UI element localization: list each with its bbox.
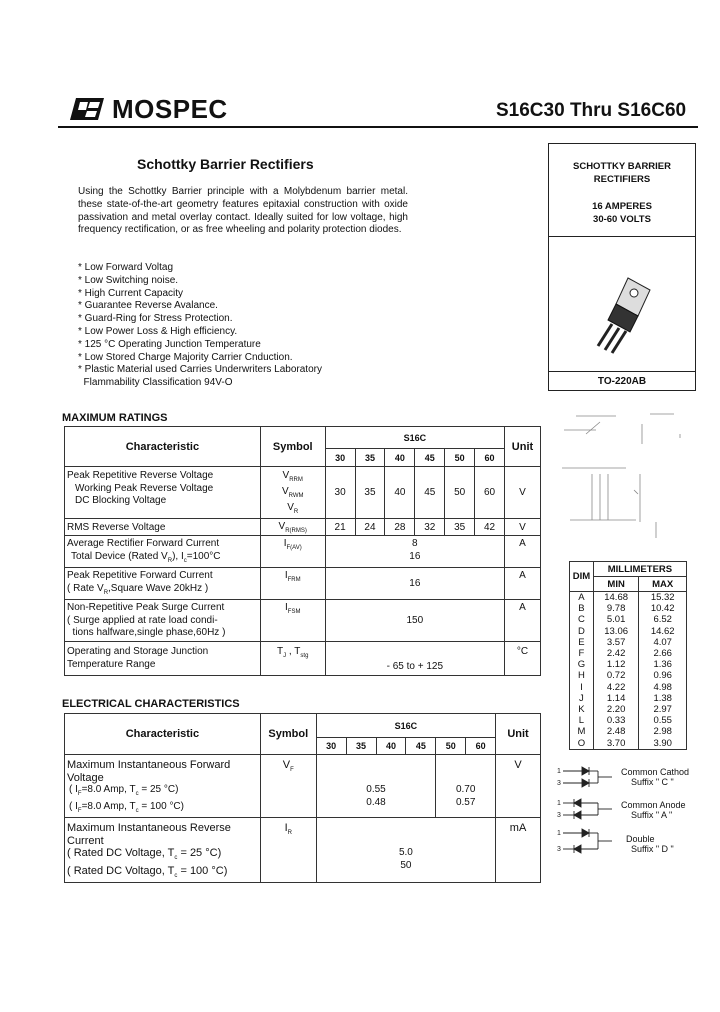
svg-text:3: 3 [557,846,561,853]
characteristic-cell [65,467,261,519]
table-header-row [65,714,541,738]
cell-sub: c [135,791,139,797]
dims-header-dim: DIM [570,562,594,592]
cell-text: =8.0 Amp, T [81,784,136,795]
feature-item: Flammability Classification 94V-O [78,377,233,389]
symbol-cell [260,467,325,519]
dim-min: 5.01 [593,614,639,625]
cell-text: = 25 °C) [138,784,179,795]
dim-letter: O [570,737,594,749]
cell-text: Maximum Instantaneous Forward [67,759,231,771]
cell-sub: F [77,791,82,797]
symbol-cell [260,568,325,600]
dim-min: 0.33 [593,715,639,726]
dims-row [570,670,687,681]
voltage-header: 60 [475,449,505,467]
dim-max: 6.52 [639,614,687,625]
value-cell: 42 [475,519,505,536]
cell-text: 5.0 [398,847,413,858]
schematic-label: Common Cathod [621,767,690,777]
dim-max: 4.98 [639,682,687,693]
unit-cell: A [505,600,541,642]
unit-cell: mA [496,818,541,883]
schematic-suffix: Suffix " D " [631,844,674,854]
product-title: Schottky Barrier Rectifiers [137,156,314,172]
dims-row [570,726,687,737]
schematic-suffix: Suffix " C " [631,777,674,787]
symbol-sub: stg [300,653,309,659]
cell-text: tions halfware,single phase,60Hz ) [67,627,226,638]
dim-min: 2.42 [593,648,639,659]
summary-line-4: 30-60 VOLTS [593,214,651,225]
cell-sub: F [77,807,82,814]
elec-title: ELECTRICAL CHARACTERISTICS [62,698,240,710]
value-cell: 30 [325,467,355,519]
symbol: V [287,502,294,513]
dim-letter: H [570,670,594,681]
table-header-row [65,427,541,449]
symbol: I [284,822,288,834]
cell-text: ( I [69,784,78,795]
symbol-sub: F(AV) [286,545,302,551]
table-row [65,467,541,519]
value-cell: 16 [325,568,504,600]
cell-text: Temperature Range [67,658,156,670]
summary-line-1: SCHOTTKY BARRIER [573,161,671,172]
dim-letter: M [570,726,594,737]
dim-letter: J [570,693,594,704]
dim-max: 0.55 [639,715,687,726]
dim-min: 4.22 [593,682,639,693]
cell-sub: c [183,557,187,564]
cell-text: = 100 °C) [177,864,228,877]
dims-row [570,603,687,614]
dims-header-min: MIN [593,577,639,592]
feature-item: * Guard-Ring for Stress Protection. [78,313,233,325]
value-cell: 40 [385,467,415,519]
dim-max: 14.62 [639,626,687,637]
table-row [65,642,541,676]
product-description: Using the Schottky Barrier principle with a Molybdenum barrier metal. these state-of-the-art geometry features epitaxial construction with oxide passivation and metal overlay contact. Ideally suited for low voltage, high frequency rectification, or as free wheeling and polarity protection diodes. [78,186,408,236]
dim-max: 0.96 [639,670,687,681]
cell-text: 0.70 [455,784,476,795]
cell-sub: R [167,557,173,564]
dims-header-mm: MILLIMETERS [593,562,686,577]
symbol: V [282,759,291,771]
cell-text: =8.0 Amp, T [81,800,136,812]
dim-min: 2.48 [593,726,639,737]
cell-sub: R [103,589,109,596]
dim-max: 4.07 [639,637,687,648]
dims-header-max: MAX [639,577,687,592]
characteristic-cell [65,755,261,818]
value-cell: 32 [415,519,445,536]
part-range: S16C30 Thru S16C60 [496,100,687,121]
symbol-sub: FRM [287,577,301,583]
col-header-symbol: Symbol [260,714,316,755]
symbol-sub: R [287,830,292,837]
cell-text: 0.57 [455,796,476,808]
voltage-header: 30 [316,738,346,755]
value-cell: 35 [355,467,385,519]
table-row [65,536,541,568]
cell-text: 8 [412,538,418,549]
dim-letter: L [570,715,594,726]
cell-text: 50 [400,859,412,871]
dim-min: 3.57 [593,637,639,648]
dims-row [570,715,687,726]
summary-divider [548,371,696,372]
symbol-cell [260,600,325,642]
value-cell [316,818,495,883]
value-cell: 150 [325,600,504,642]
double-schematic [556,826,620,854]
dim-max: 2.66 [639,648,687,659]
cell-text: ,Square Wave 20kHz ) [108,582,209,594]
unit-cell: V [496,755,541,818]
package-outline-drawing [556,404,696,554]
symbol: T [277,646,284,657]
dim-min: 0.72 [593,670,639,681]
max-ratings-title: MAXIMUM RATINGS [62,412,168,424]
cell-text: ), I [172,550,184,562]
table-row [65,755,541,818]
cell-text: 0.55 [366,784,386,795]
svg-text:3: 3 [557,812,561,819]
symbol-sub: J [283,653,287,659]
svg-text:1: 1 [557,800,561,807]
feature-item: * High Current Capacity [78,287,184,299]
dims-row [570,737,687,749]
dims-row [570,659,687,670]
cell-text: Working Peak Reverse Voltage [75,482,214,494]
value-cell: 21 [325,519,355,536]
col-header-group: S16C [316,714,495,738]
cell-text: ( Rated DC Voltage, T [67,847,175,859]
dims-row [570,704,687,715]
table-row [65,818,541,883]
schematic-suffix: Suffix " A " [631,810,673,820]
summary-line-3: 16 AMPERES [592,201,652,212]
symbol-cell [260,818,316,883]
elec-table [64,713,541,883]
symbol: I [285,602,288,613]
voltage-header: 40 [385,449,415,467]
dims-row [570,626,687,637]
value-cell [436,755,496,818]
feature-item: * Plastic Material used Carries Underwriters Laboratory [78,364,322,376]
feature-list [78,262,322,390]
package-label: TO-220AB [597,376,647,387]
max-ratings-table [64,426,541,676]
dims-header-row [570,562,687,577]
schematic-label: Double [626,834,655,844]
voltage-header: 35 [346,738,376,755]
brand-name: MOSPEC [112,94,228,124]
symbol: V [278,520,286,532]
common-cathode-schematic [556,764,620,788]
col-header-characteristic: Characteristic [65,427,261,467]
value-cell: - 65 to + 125 [325,642,504,676]
voltage-header: 60 [466,738,496,755]
cell-text: ( I [69,800,78,812]
cell-sub: c [135,807,139,814]
dim-letter: A [570,592,594,604]
svg-text:1: 1 [557,830,561,837]
unit-cell: °C [505,642,541,676]
feature-item: * Low Stored Charge Majority Carrier Cnduction. [78,351,293,363]
symbol-sub: R [293,509,299,515]
dim-min: 9.78 [593,603,639,614]
symbol-cell [260,642,325,676]
symbol-sub: FSM [287,609,301,615]
cell-text: Non-Repetitive Peak Surge Current [67,602,225,613]
dim-max: 1.38 [639,693,687,704]
cell-text: 0.48 [366,796,386,808]
unit-cell: V [505,519,541,536]
dims-row [570,637,687,648]
svg-text:3: 3 [557,780,561,787]
cell-text: Peak Repetitive Forward Current [67,570,213,581]
voltage-header: 30 [325,449,355,467]
characteristic-cell [65,568,261,600]
dims-row [570,592,687,604]
symbol-sub: F [290,767,294,774]
voltage-header: 40 [376,738,406,755]
characteristic-cell [65,818,261,883]
dims-row [570,693,687,704]
cell-text: = 100 °C) [138,800,184,812]
table-row [65,568,541,600]
characteristic-cell [65,642,261,676]
dim-min: 1.14 [593,693,639,704]
mospec-logo-icon [68,96,106,122]
value-cell: 45 [415,467,445,519]
voltage-header: 50 [445,449,475,467]
dim-letter: G [570,659,594,670]
voltage-header: 50 [436,738,466,755]
col-header-group: S16C [325,427,504,449]
symbol: , T [286,646,301,657]
common-anode-schematic [556,796,620,820]
dimensions-table [569,561,687,750]
dim-letter: I [570,682,594,693]
characteristic-cell: RMS Reverse Voltage [65,519,261,536]
cell-text: Operating and Storage Junction [67,646,209,657]
dim-letter: B [570,603,594,614]
characteristic-cell [65,600,261,642]
feature-item: * 125 °C Operating Junction Temperature [78,338,261,350]
symbol-cell [260,755,316,818]
dim-letter: C [570,614,594,625]
unit-cell: A [505,536,541,568]
symbol-cell [260,519,325,536]
feature-item: * Guarantee Reverse Avalance. [78,300,218,312]
symbol-sub: RWM [288,493,304,499]
cell-text: DC Blocking Voltage [75,495,167,506]
value-cell: 35 [445,519,475,536]
symbol: I [284,570,288,581]
summary-divider [548,236,696,237]
dims-row [570,614,687,625]
summary-line-2: RECTIFIERS [593,174,651,185]
dims-row [570,648,687,659]
dim-min: 13.06 [593,626,639,637]
cell-text: ( Rated DC Voltago, T [67,864,175,877]
value-cell: 24 [355,519,385,536]
col-header-symbol: Symbol [260,427,325,467]
brand-logo [68,96,228,122]
value-cell [316,755,436,818]
col-header-unit: Unit [496,714,541,755]
table-row [65,519,541,536]
cell-text: Maximum Instantaneous Reverse [67,822,231,834]
svg-text:1: 1 [557,768,561,775]
symbol-cell [260,536,325,568]
cell-text: ( Rate V [67,582,104,594]
symbol-sub: RRM [289,477,303,483]
cell-text: Voltage [67,771,104,784]
cell-text: = 25 °C) [177,847,222,859]
value-cell [325,536,504,568]
dim-min: 1.12 [593,659,639,670]
cell-text: Peak Repetitive Reverse Voltage [67,470,214,481]
cell-text: 16 [409,550,421,562]
cell-sub: c [174,872,178,879]
value-cell: 50 [445,467,475,519]
schematic-label: Common Anode [621,800,686,810]
symbol: V [281,486,289,497]
feature-item: * Low Switching noise. [78,274,179,286]
dim-min: 3.70 [593,737,639,749]
cell-sub: c [174,855,178,862]
unit-cell: V [505,467,541,519]
dim-letter: F [570,648,594,659]
col-header-unit: Unit [505,427,541,467]
cell-text: Total Device (Rated V [71,550,168,562]
dim-letter: E [570,637,594,648]
symbol: I [283,538,287,549]
symbol: V [282,470,290,481]
dim-letter: D [570,626,594,637]
feature-item: * Low Forward Voltag [78,262,174,273]
dim-max: 15.32 [639,592,687,604]
voltage-header: 35 [355,449,385,467]
table-row [65,600,541,642]
characteristic-cell [65,536,261,568]
dim-max: 2.98 [639,726,687,737]
voltage-header: 45 [415,449,445,467]
voltage-header: 45 [406,738,436,755]
value-cell: 28 [385,519,415,536]
unit-cell: A [505,568,541,600]
dim-letter: K [570,704,594,715]
dims-row [570,682,687,693]
dim-max: 2.97 [639,704,687,715]
dim-min: 2.20 [593,704,639,715]
col-header-characteristic: Characteristic [65,714,261,755]
dim-max: 10.42 [639,603,687,614]
header-divider [58,126,698,128]
dim-min: 14.68 [593,592,639,604]
value-cell: 60 [475,467,505,519]
dim-max: 1.36 [639,659,687,670]
cell-text: ( Surge applied at rate load condi- [67,614,218,626]
dims-body [570,592,687,750]
feature-item: * Low Power Loss & High efficiency. [78,325,238,337]
to220-package-icon [578,268,668,358]
cell-text: Average Rectifier Forward Current [67,538,220,549]
dim-max: 3.90 [639,737,687,749]
symbol-sub: R(RMS) [285,527,307,534]
cell-text: =100°C [186,550,221,562]
cell-text: Current [67,834,104,847]
